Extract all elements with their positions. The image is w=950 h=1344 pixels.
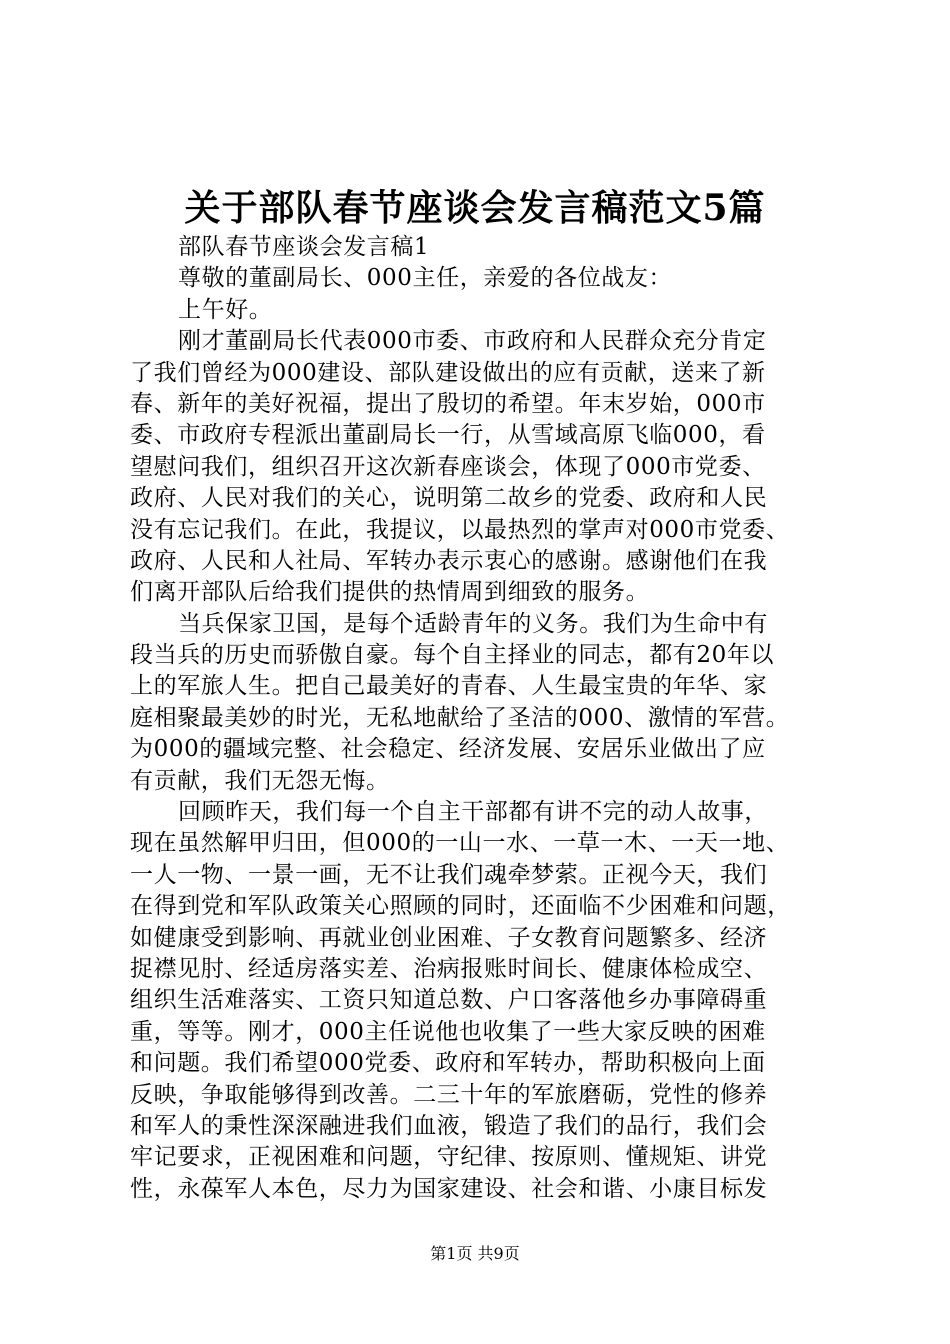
document-line: 为000的疆域完整、社会稳定、经济发展、安居乐业做出了应: [130, 736, 766, 763]
document-line: 了我们曾经为000建设、部队建设做出的应有贡献，送来了新: [130, 359, 766, 386]
document-line: 段当兵的历史而骄傲自豪。每个自主择业的同志，都有20年以: [130, 642, 775, 669]
document-line: 望慰问我们，组织召开这次新春座谈会，体现了000市党委、: [130, 453, 766, 480]
document-body: [130, 232, 832, 1205]
document-line: 政府、人民和人社局、军转办表示衷心的感谢。感谢他们在我: [130, 547, 768, 574]
document-line: 性，永葆军人本色，尽力为国家建设、社会和谐、小康目标发: [130, 1175, 768, 1202]
document-line: 重，等等。刚才，000主任说他也收集了一些大家反映的困难: [130, 1018, 766, 1045]
document-line: 如健康受到影响、再就业创业困难、子女教育问题繁多、经济: [130, 924, 768, 951]
page-footer: 第1页 共9页: [430, 1244, 520, 1263]
document-line: 和军人的秉性深深融进我们血液，锻造了我们的品行，我们会: [130, 1112, 768, 1139]
document-line: 刚才董副局长代表000市委、市政府和人民群众充分肯定: [178, 328, 767, 355]
document-line: 回顾昨天，我们每一个自主干部都有讲不完的动人故事，: [178, 799, 768, 826]
document-line: 没有忘记我们。在此，我提议，以最热烈的掌声对000市党委、: [130, 516, 790, 543]
document-line: 现在虽然解甲归田，但000的一山一水、一草一木、一天一地、: [130, 830, 790, 857]
document-line: 牢记要求，正视困难和问题，守纪律、按原则、懂规矩、讲党: [130, 1144, 768, 1171]
document-line: 春、新年的美好祝福，提出了殷切的希望。年末岁始，000市: [130, 390, 766, 417]
document-line: 庭相聚最美妙的时光，无私地献给了圣洁的000、激情的军营。: [130, 704, 790, 731]
document-line: 捉襟见肘、经适房落实差、治病报账时间长、健康体检成空、: [130, 955, 768, 982]
document-line: 上的军旅人生。把自己最美好的青春、人生最宝贵的年华、家: [130, 673, 768, 700]
document-line: 组织生活难落实、工资只知道总数、户口客落他乡办事障碍重: [130, 987, 768, 1014]
document-line: 政府、人民对我们的关心，说明第二故乡的党委、政府和人民: [130, 485, 768, 512]
document-line: 们离开部队后给我们提供的热情周到细致的服务。: [130, 579, 650, 606]
document-line: 上午好。: [178, 296, 273, 323]
document-line: 反映，争取能够得到改善。二三十年的军旅磨砺，党性的修养: [130, 1081, 768, 1108]
document-title: 关于部队春节座谈会发言稿范文5篇: [184, 187, 766, 229]
document-line: 尊敬的董副局长、000主任，亲爱的各位战友：: [178, 265, 673, 292]
document-line: 有贡献，我们无怨无悔。: [130, 767, 390, 794]
document-line: 当兵保家卫国，是每个适龄青年的义务。我们为生命中有: [178, 610, 768, 637]
document-line: 部队春节座谈会发言稿1: [178, 234, 430, 260]
document-line: 和问题。我们希望000党委、政府和军转办，帮助积极向上面: [130, 1050, 766, 1077]
document-line: 委、市政府专程派出董副局长一行，从雪域高原飞临000，看: [130, 422, 766, 449]
document-line: 在得到党和军队政策关心照顾的同时，还面临不少困难和问题，: [130, 893, 791, 920]
document-line: 一人一物、一景一画，无不让我们魂牵梦萦。正视今天，我们: [130, 861, 768, 888]
